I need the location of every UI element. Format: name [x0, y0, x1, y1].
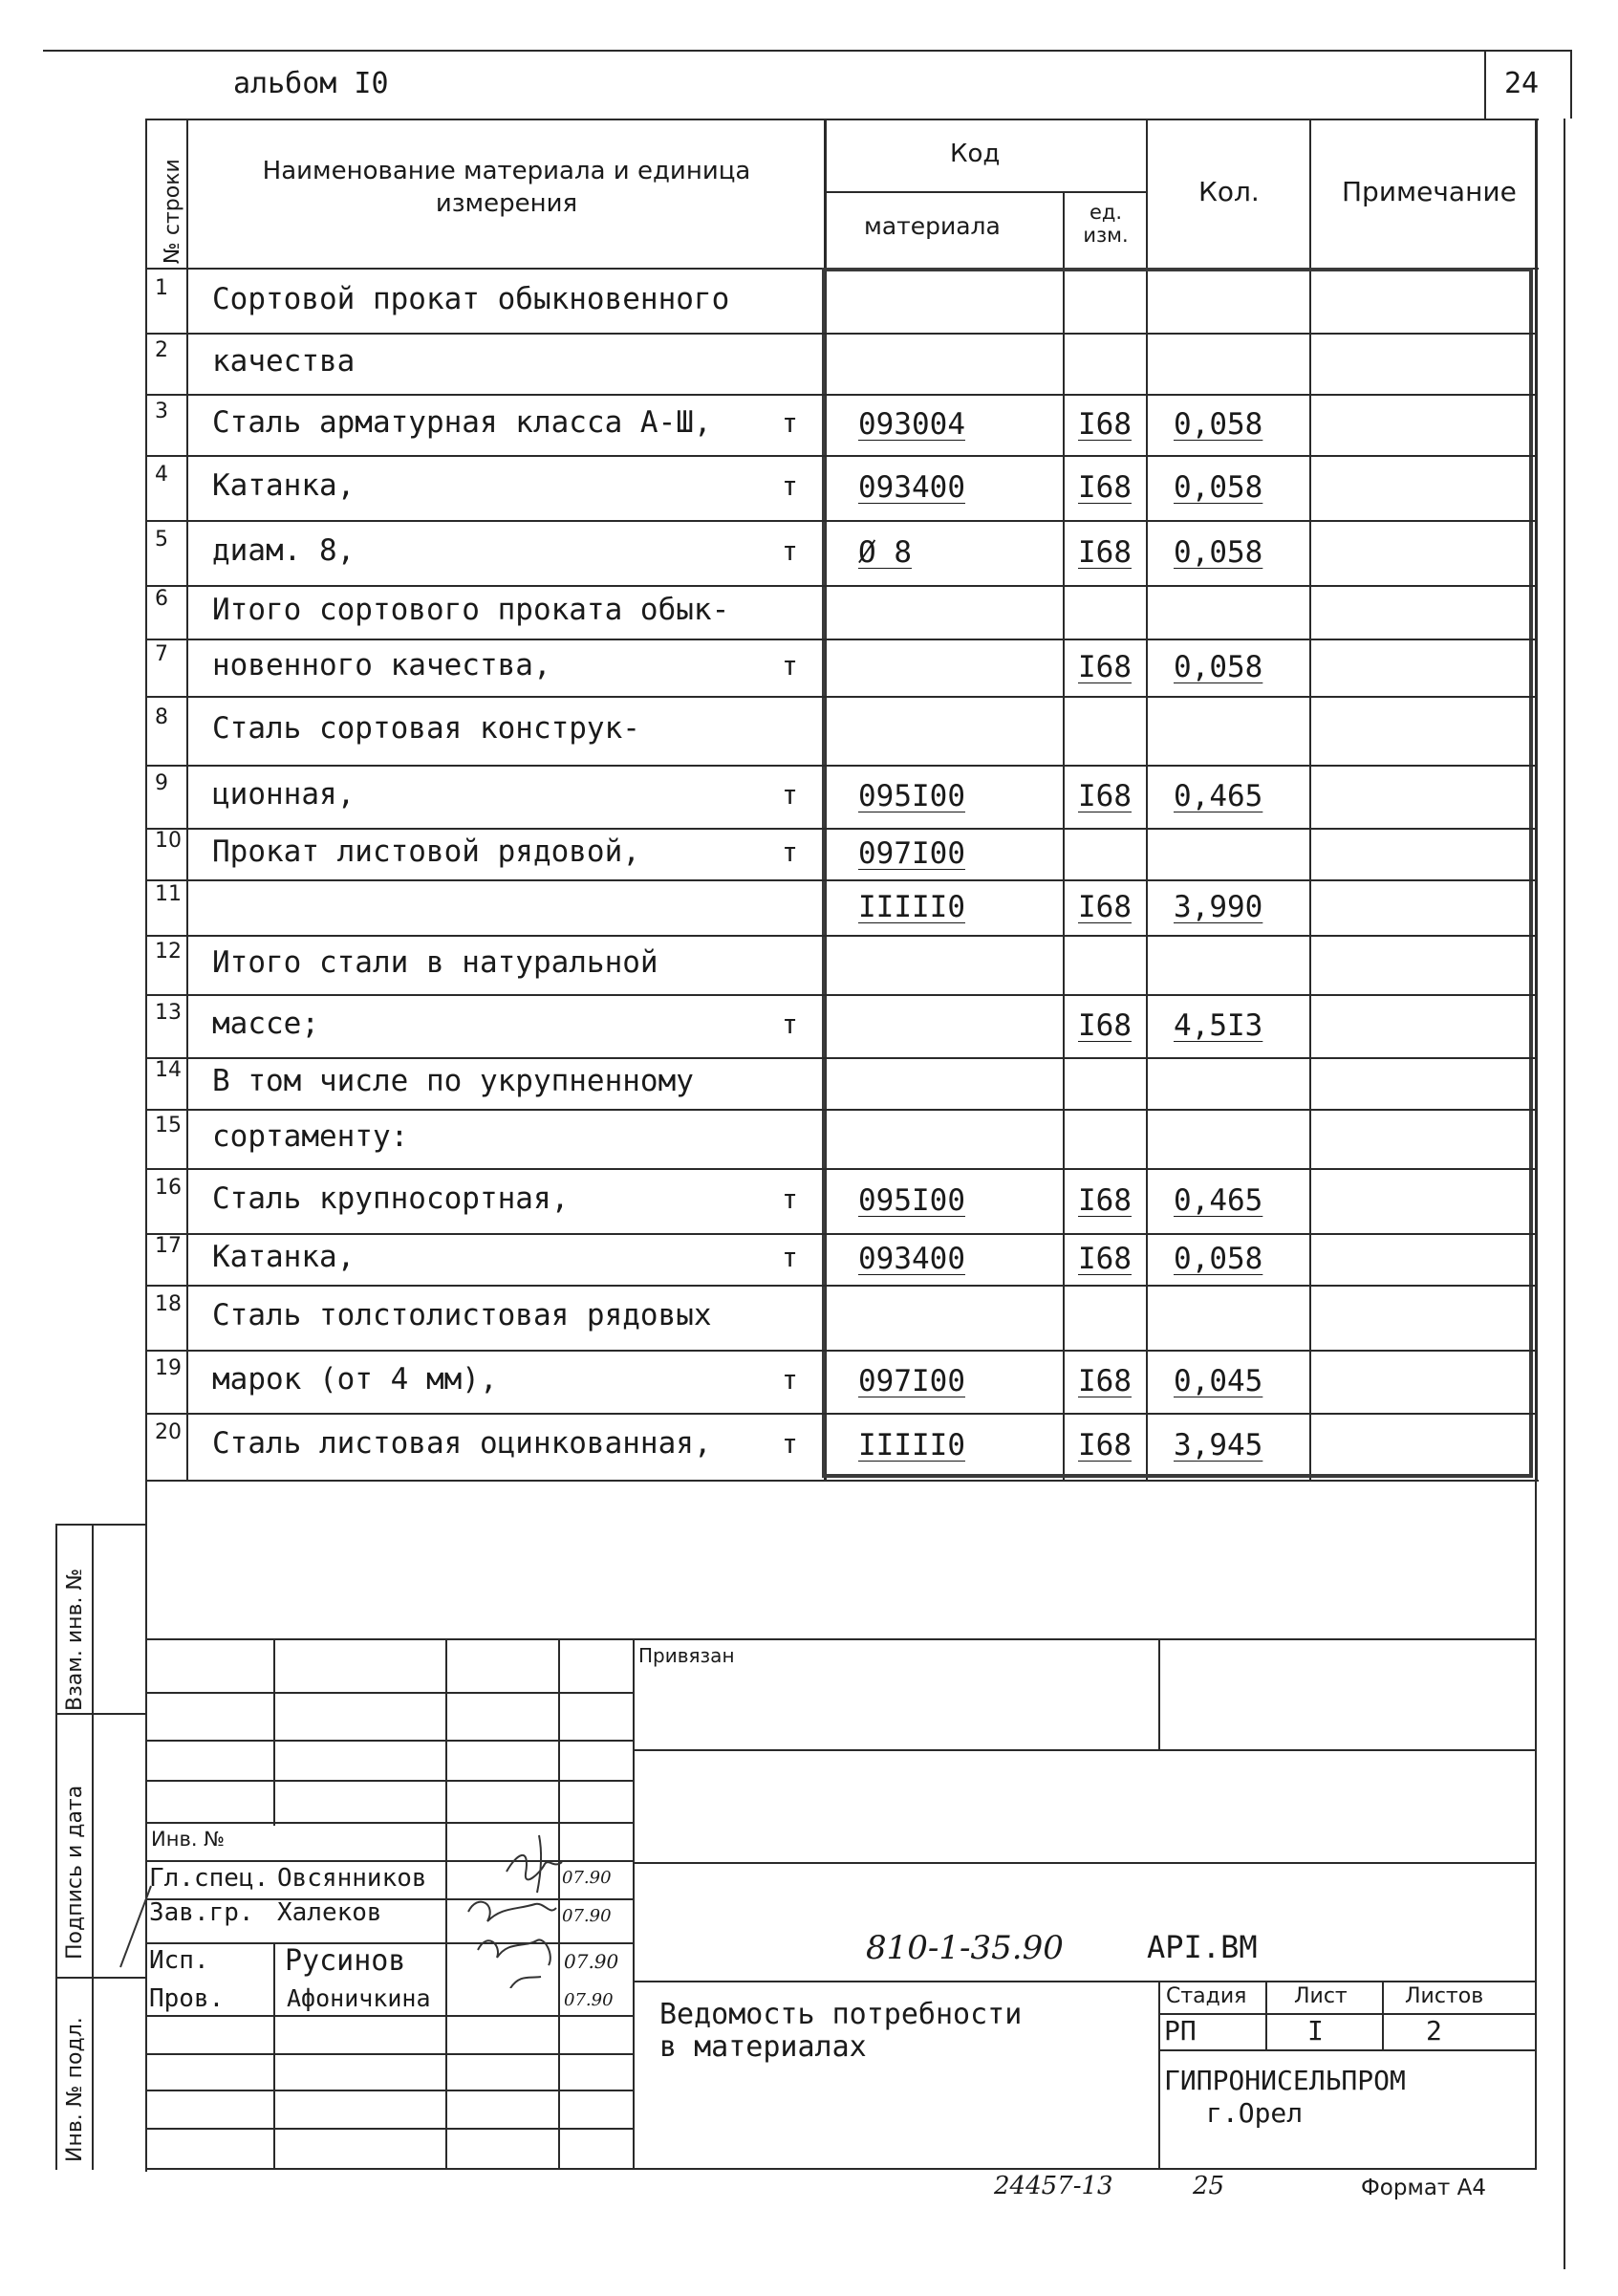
stamp-top [145, 1638, 1537, 1640]
top-rule [43, 50, 1572, 52]
row-name: марок (от 4 мм), [212, 1362, 498, 1397]
stamp-bottom [145, 2168, 1537, 2170]
inv-no-label: Инв. № [151, 1828, 226, 1851]
stamp-v1b [273, 1942, 275, 2170]
row-code: 095I00 [858, 779, 965, 813]
row-unit: т [782, 535, 798, 567]
row-divider [145, 394, 1537, 396]
row-qty: 0,465 [1174, 779, 1263, 813]
sheets-label: Листов [1405, 1984, 1484, 2008]
stamp-grid-line [145, 1692, 635, 1694]
footer-page: 25 [1193, 2172, 1225, 2200]
row-qty: 0,058 [1174, 407, 1263, 442]
row-unit-code: I68 [1078, 779, 1132, 813]
outer-right-margin [1564, 119, 1565, 2269]
org-city: г.Орел [1206, 2097, 1304, 2129]
row-qty: 0,058 [1174, 470, 1263, 505]
code-material-header: материала [864, 212, 1001, 240]
side-divider-1 [55, 1713, 147, 1715]
frame-top [145, 119, 1539, 120]
role-chief: Гл.спец. [149, 1864, 270, 1893]
row-divider [145, 455, 1537, 457]
row-name: Итого сортового проката обык- [212, 593, 730, 627]
name-checker: Афоничкина [287, 1984, 431, 2012]
doc-title-line2: в материалах [659, 2030, 867, 2064]
side-box-inner [92, 1524, 94, 2170]
row-number: 13 [155, 1001, 182, 1025]
row-divider [145, 994, 1537, 996]
row-number: 14 [155, 1058, 182, 1082]
stamp-title-rule [633, 1981, 1537, 1982]
row-qty: 0,058 [1174, 1242, 1263, 1276]
sheet-label: Лист [1294, 1984, 1348, 2008]
row-number: 18 [155, 1292, 182, 1316]
stage-value: РП [1164, 2015, 1197, 2047]
row-qty: 0,465 [1174, 1183, 1263, 1218]
row-unit-code: I68 [1078, 1428, 1132, 1462]
privyazan-label: Привязан [638, 1644, 735, 1667]
row-qty: 0,045 [1174, 1364, 1263, 1398]
row-code: IIIII0 [858, 1428, 965, 1462]
stamp-grid-line [145, 1740, 635, 1742]
row-qty: 4,5I3 [1174, 1008, 1263, 1043]
frame-left [145, 119, 147, 2172]
side-box-left [55, 1524, 57, 2170]
row-divider [145, 1285, 1537, 1287]
row-unit-code: I68 [1078, 1242, 1132, 1276]
stamp-v1a [273, 1638, 275, 1826]
row-unit-code: I68 [1078, 1183, 1132, 1218]
row-unit-code: I68 [1078, 1364, 1132, 1398]
date-checker: 07.90 [564, 1990, 614, 2010]
page-number: 24 [1504, 67, 1540, 100]
side-divider-2 [55, 1977, 147, 1979]
row-code: 097I00 [858, 1364, 965, 1398]
row-number: 11 [155, 882, 182, 906]
row-unit-code: I68 [1078, 407, 1132, 442]
row-divider [145, 585, 1537, 587]
row-number: 10 [155, 829, 182, 853]
row-divider [145, 520, 1537, 522]
row-unit-code: I68 [1078, 470, 1132, 505]
row-divider [145, 696, 1537, 698]
signatures [449, 1816, 640, 1988]
format-label: Формат А4 [1361, 2176, 1486, 2200]
row-name: Итого стали в натуральной [212, 945, 658, 980]
date-head: 07.90 [562, 1906, 612, 1926]
row-number: 2 [155, 338, 168, 362]
album-label: альбом I0 [233, 67, 389, 100]
row-qty: 3,945 [1174, 1428, 1263, 1462]
qty-header: Кол. [1198, 176, 1260, 207]
row-qty: 3,990 [1174, 890, 1263, 924]
stroke-mark [113, 1881, 161, 1977]
row-number-header: № строки [161, 159, 184, 264]
row-name: сортаменту: [212, 1119, 409, 1154]
row-unit-code: I68 [1078, 1008, 1132, 1043]
inv-podl-label: Инв. № подл. [63, 2017, 87, 2162]
code-subheader-rule [824, 191, 1146, 193]
name-executor: Русинов [285, 1944, 406, 1978]
row-divider [145, 1057, 1537, 1059]
name-chief: Овсянников [277, 1864, 427, 1893]
role-executor: Исп. [149, 1946, 209, 1975]
row-divider [145, 1168, 1537, 1170]
row-unit: т [782, 1364, 798, 1396]
row-number: 19 [155, 1356, 182, 1380]
row-divider [145, 1109, 1537, 1111]
row-name: Катанка, [212, 468, 356, 503]
sheet-value: I [1307, 2015, 1324, 2047]
row-code: 095I00 [858, 1183, 965, 1218]
row-unit-code: I68 [1078, 650, 1132, 684]
row-code: 093004 [858, 407, 965, 442]
row-divider [145, 333, 1537, 335]
row-number: 12 [155, 940, 182, 964]
row-number: 4 [155, 463, 168, 487]
row-divider [145, 765, 1537, 767]
row-code: 093400 [858, 470, 965, 505]
title-org-divider [1158, 1981, 1160, 2170]
row-unit: т [782, 1183, 798, 1215]
role-head: Зав.гр. [149, 1898, 254, 1927]
row-number: 5 [155, 528, 168, 552]
row-name: Сталь листовая оцинкованная, [212, 1426, 712, 1461]
role-checker: Пров. [149, 1984, 225, 2013]
row-number: 1 [155, 276, 168, 300]
date-chief: 07.90 [562, 1868, 612, 1888]
row-name: качества [212, 344, 356, 379]
stamp-right [1535, 1480, 1537, 2170]
row-divider [145, 879, 1537, 881]
doc-code: 810-1-35.90 [866, 1929, 1064, 1967]
stage-label: Стадия [1166, 1984, 1247, 2008]
row-number: 16 [155, 1176, 182, 1200]
stamp-grid-line [145, 2128, 635, 2130]
col-line-rowno [186, 119, 188, 1480]
stage-values-rule [1158, 2049, 1537, 2051]
stage-v1 [1265, 1981, 1267, 2051]
stamp-mid-rule [633, 1862, 1537, 1864]
row-name: В том числе по укрупненному [212, 1064, 694, 1098]
row-name: Сталь арматурная класса А-Ш, [212, 405, 712, 440]
privyazan-bottom [633, 1749, 1537, 1751]
privyazan-divider [1158, 1638, 1160, 1749]
row-name: диам. 8, [212, 533, 356, 568]
row-name: массе; [212, 1007, 319, 1041]
row-number: 3 [155, 400, 168, 423]
row-unit: т [782, 1242, 798, 1273]
stamp-grid-line [145, 1780, 635, 1782]
row-divider [145, 935, 1537, 937]
org-name: ГИПРОНИСЕЛЬПРОМ [1164, 2065, 1406, 2096]
row-number: 8 [155, 705, 168, 729]
stage-header-rule [1158, 2013, 1537, 2015]
row-name: Катанка, [212, 1240, 356, 1274]
row-number: 15 [155, 1114, 182, 1137]
code-unit-header: ед. изм. [1083, 201, 1129, 247]
doc-mark: АРI.ВМ [1147, 1929, 1258, 1965]
vzam-label: Взам. инв. № [63, 1568, 87, 1711]
row-divider [145, 639, 1537, 640]
date-executor: 07.90 [564, 1950, 619, 1973]
row-unit: т [782, 836, 798, 868]
row-unit: т [782, 1008, 798, 1040]
code-header: Код [950, 140, 1001, 168]
table-bottom [145, 1480, 1539, 1482]
stamp-grid-line [145, 2015, 635, 2017]
row-unit: т [782, 779, 798, 811]
row-divider [145, 828, 1537, 830]
data-box [822, 268, 1533, 1478]
row-number: 17 [155, 1234, 182, 1258]
page-number-box-right [1570, 50, 1572, 119]
row-unit: т [782, 1428, 798, 1460]
row-number: 6 [155, 587, 168, 611]
row-name: Сталь толстолистовая рядовых [212, 1298, 712, 1332]
row-code: IIIII0 [858, 890, 965, 924]
row-name: Сталь крупносортная, [212, 1181, 570, 1216]
sheets-value: 2 [1426, 2015, 1442, 2047]
frame-right [1535, 119, 1538, 1482]
note-header: Примечание [1342, 176, 1517, 207]
stage-v2 [1382, 1981, 1384, 2051]
podpis-label: Подпись и дата [63, 1785, 87, 1960]
row-unit: т [782, 650, 798, 682]
row-code: 093400 [858, 1242, 965, 1276]
doc-title-line1: Ведомость потребности [659, 1998, 1023, 2031]
stamp-grid-line [145, 2090, 635, 2091]
archive-number: 24457-13 [994, 2172, 1113, 2200]
row-number: 7 [155, 642, 168, 666]
page-number-divider [1484, 50, 1486, 119]
row-unit-code: I68 [1078, 535, 1132, 570]
row-divider [145, 1350, 1537, 1352]
row-name: Сталь сортовая конструк- [212, 711, 640, 746]
row-divider [145, 1413, 1537, 1415]
row-name: новенного качества, [212, 648, 551, 682]
name-head: Халеков [277, 1898, 382, 1927]
row-name: ционная, [212, 777, 356, 812]
side-box-top [55, 1524, 147, 1526]
row-unit-code: I68 [1078, 890, 1132, 924]
row-name: Прокат листовой рядовой, [212, 834, 640, 869]
row-unit: т [782, 470, 798, 502]
row-code: Ø 8 [858, 535, 912, 570]
row-name: Сортовой прокат обыкновенного [212, 282, 730, 316]
row-unit: т [782, 407, 798, 439]
row-number: 20 [155, 1420, 182, 1444]
row-number: 9 [155, 771, 168, 795]
row-code: 097I00 [858, 836, 965, 871]
stamp-grid-line [145, 2053, 635, 2055]
row-divider [145, 1233, 1537, 1235]
row-qty: 0,058 [1174, 535, 1263, 570]
row-qty: 0,058 [1174, 650, 1263, 684]
name-header: Наименование материала и единица измерения [262, 157, 751, 218]
